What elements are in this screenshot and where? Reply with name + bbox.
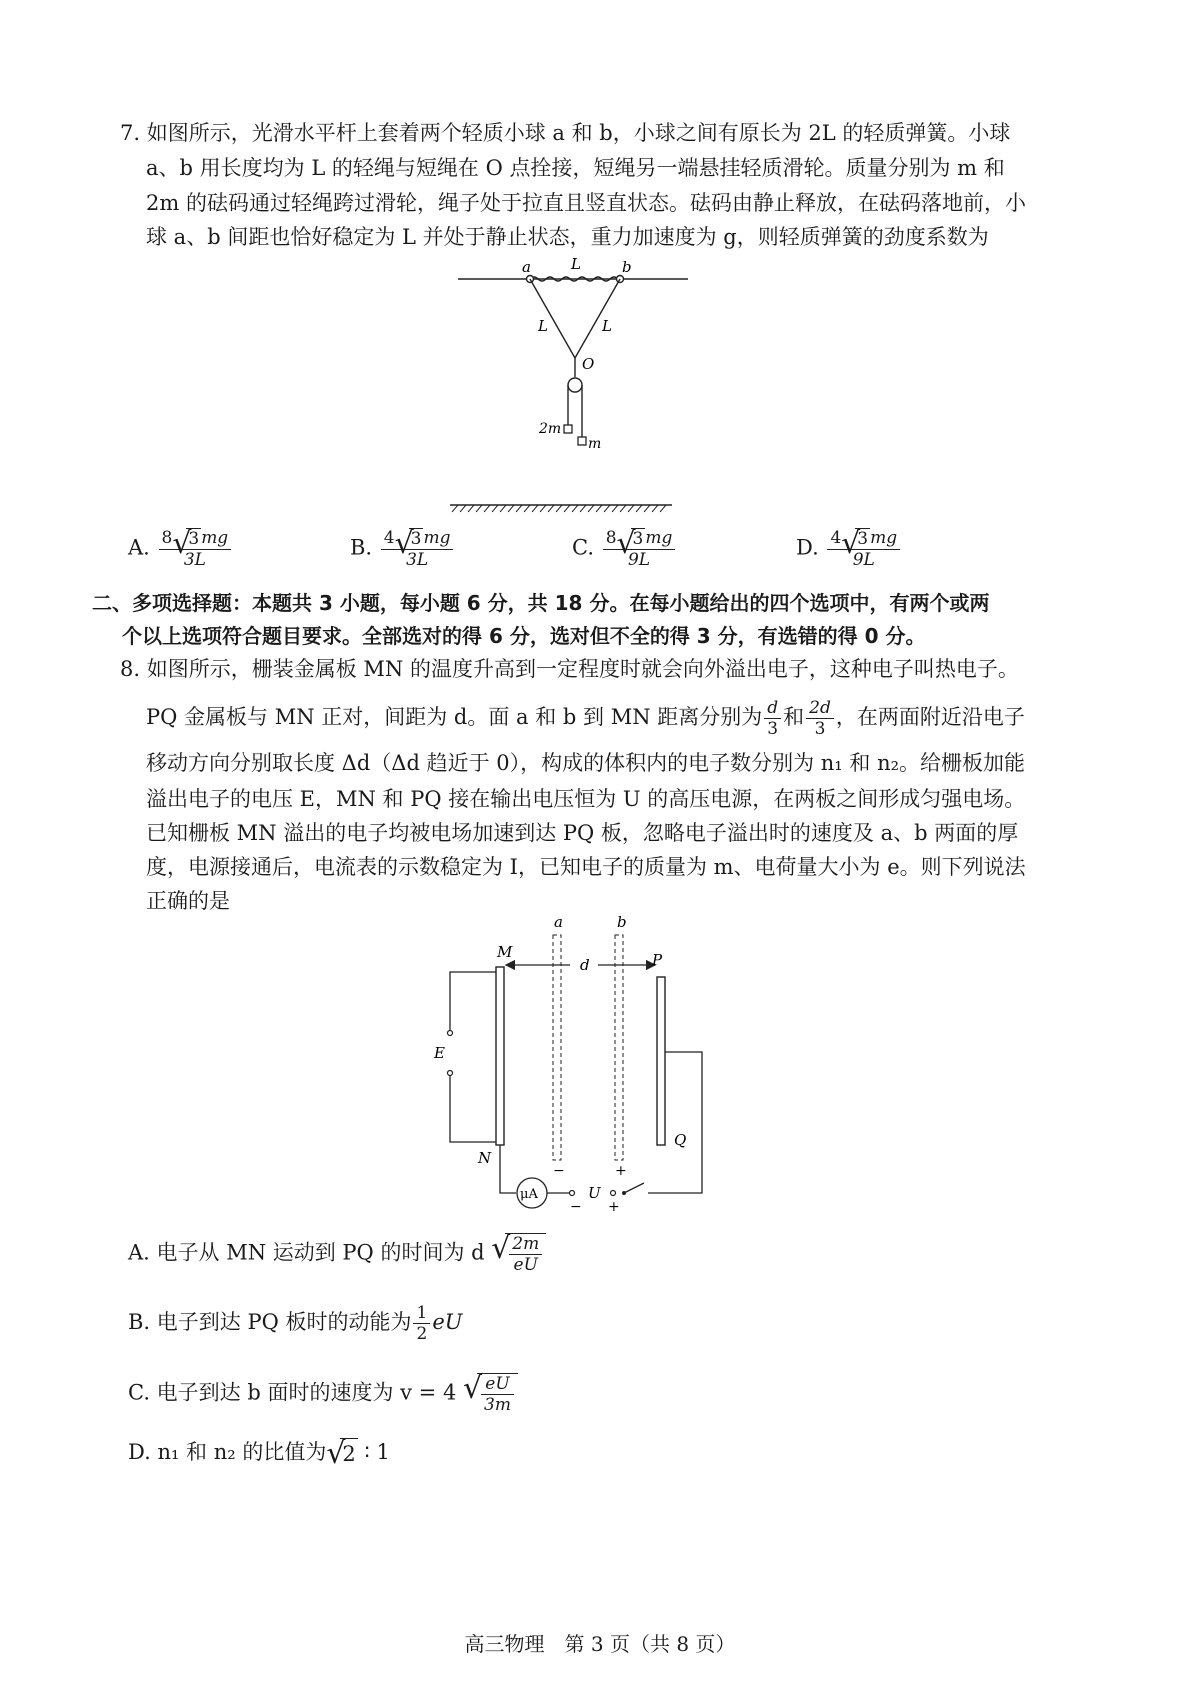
wire-E-bottom [450, 1076, 496, 1142]
q8-option-c[interactable]: C. 电子到达 b 面时的速度为 v = 4 √ $\frac{eU}{3m}$ [128, 1373, 518, 1415]
q8-line-6: 度，电源接通后，电流表的示数稳定为 I，已知电子的质量为 m、电荷量大小为 e。则下列说法 [146, 855, 1026, 879]
label-L-left: L [538, 317, 548, 335]
section2-line-2: 个以上选项符合题目要求。全部选对的得 6 分，选对但不全的得 3 分，有选错的得 0 分。 [122, 624, 926, 648]
label-M: M [497, 943, 513, 961]
mass-m [578, 437, 586, 445]
section2-line-1: 二、多项选择题：本题共 3 小题，每小题 6 分，共 18 分。在每小题给出的四个选项中，有两个或两 [92, 591, 990, 615]
plate-MN [496, 967, 504, 1145]
string-right [575, 279, 620, 358]
option-b-text: B. 电子到达 PQ 板时的动能为 [128, 1310, 412, 1334]
surface-b-plus: + [615, 1163, 627, 1179]
q7-figure [440, 255, 760, 515]
label-d: d [580, 956, 590, 974]
U-minus-sign: − [570, 1199, 582, 1215]
page-footer: 高三物理 第 3 页（共 8 页） [464, 1632, 736, 1656]
q8-option-d[interactable]: D. n₁ 和 n₂ 的比值为√ 2 ∶ 1 [128, 1437, 390, 1469]
option-letter: B. [350, 535, 373, 560]
q8-line-1: 8. 如图所示，栅装金属板 MN 的温度升高到一定程度时就会向外溢出电子，这种电子叫热电子。 [120, 657, 1019, 681]
q7-line-1: 7. 如图所示，光滑水平杆上套着两个轻质小球 a 和 b，小球之间有原长为 2L 的轻质弹簧。小球 [120, 121, 1011, 145]
q7-option-d[interactable]: D. $\frac{4√ 3 mg}{9L}$ [796, 528, 902, 570]
q8-line-7: 正确的是 [146, 889, 230, 913]
label-a: a [522, 258, 531, 276]
label-N: N [478, 1149, 492, 1167]
q7-option-a[interactable]: A. $\frac{8√ 3 mg}{3L}$ [128, 528, 233, 570]
label-b: b [617, 913, 627, 931]
label-O: O [582, 355, 595, 373]
terminal-E-bottom [448, 1071, 453, 1076]
option-letter: A. [128, 535, 150, 560]
option-letter: C. [572, 535, 594, 560]
label-2m: 2m [539, 421, 562, 437]
option-d-text: D. n₁ 和 n₂ 的比值为 [128, 1440, 327, 1464]
U-plus-sign: + [608, 1199, 620, 1215]
ground-hatching [452, 505, 666, 512]
terminal-E-top [448, 1031, 453, 1036]
label-a: a [554, 913, 563, 931]
q8-line-5: 已知栅板 MN 溢出的电子均被电场加速到达 PQ 板，忽略电子溢出时的速度及 a、b 两面的厚 [146, 821, 1019, 845]
label-b: b [622, 258, 632, 276]
q8-figure [420, 905, 740, 1220]
option-letter: D. [796, 535, 819, 560]
wire-N [500, 1145, 516, 1193]
pulley [568, 378, 582, 392]
q7-option-c[interactable]: C. $\frac{8√ 3 mg}{9L}$ [572, 528, 677, 570]
q8-line-3: 移动方向分别取长度 Δd（Δd 趋近于 0），构成的体积内的电子数分别为 n₁ 和 n₂。给栅板加能 [146, 751, 1026, 775]
label-E: E [434, 1044, 445, 1062]
terminal-U-minus [570, 1191, 575, 1196]
label-m: m [588, 436, 602, 452]
mass-2m [564, 425, 572, 433]
surface-b [615, 935, 623, 1160]
q7-option-b[interactable]: B. $\frac{4√ 3 mg}{3L}$ [350, 528, 455, 570]
terminal-U-plus [611, 1191, 616, 1196]
option-a-text: A. 电子从 MN 运动到 PQ 的时间为 d [128, 1240, 485, 1265]
surface-a [553, 935, 561, 1160]
plate-PQ [657, 977, 665, 1145]
wire-Q [648, 1052, 702, 1193]
q7-line-3: 2m 的砝码通过轻绳跨过滑轮，绳子处于拉直且竖直状态。砝码由静止释放，在砝码落地前，小 [146, 191, 1026, 215]
q8-line-4: 溢出电子的电压 E，MN 和 PQ 接在输出电压恒为 U 的高压电源，在两板之间形成匀强电场。 [146, 787, 1026, 811]
label-L-right: L [602, 317, 612, 335]
label-L-top: L [571, 255, 581, 273]
q8-option-b[interactable]: B. 电子到达 PQ 板时的动能为 $\frac{1}{2}$ eU [128, 1303, 463, 1344]
string-left [530, 279, 575, 358]
q7-line-4: 球 a、b 间距也恰好稳定为 L 并处于静止状态，重力加速度为 g，则轻质弹簧的劲度系数为 [146, 225, 989, 249]
q8-option-a[interactable]: A. 电子从 MN 运动到 PQ 的时间为 d √ $\frac{2m}{eU}$ [128, 1233, 546, 1275]
option-c-text: C. 电子到达 b 面时的速度为 v = 4 [128, 1380, 457, 1405]
switch-blade [624, 1183, 644, 1193]
wire-E-top [450, 972, 496, 1030]
q7-line-2: a、b 用长度均为 L 的轻绳与短绳在 O 点拴接，短绳另一端悬挂轻质滑轮。质量分别为 m 和 [146, 156, 1005, 180]
label-P: P [652, 951, 663, 969]
q8-line-2: PQ 金属板与 MN 正对，间距为 d。面 a 和 b 到 MN 距离分别为 $\frac{d}{3}$ 和 $\frac{2d}{3}$ ，在两面附近沿电子 [146, 698, 1025, 739]
label-Q: Q [674, 1131, 687, 1149]
surface-a-minus: − [553, 1163, 565, 1179]
label-meter: μA [520, 1187, 538, 1202]
label-U: U [588, 1184, 601, 1202]
